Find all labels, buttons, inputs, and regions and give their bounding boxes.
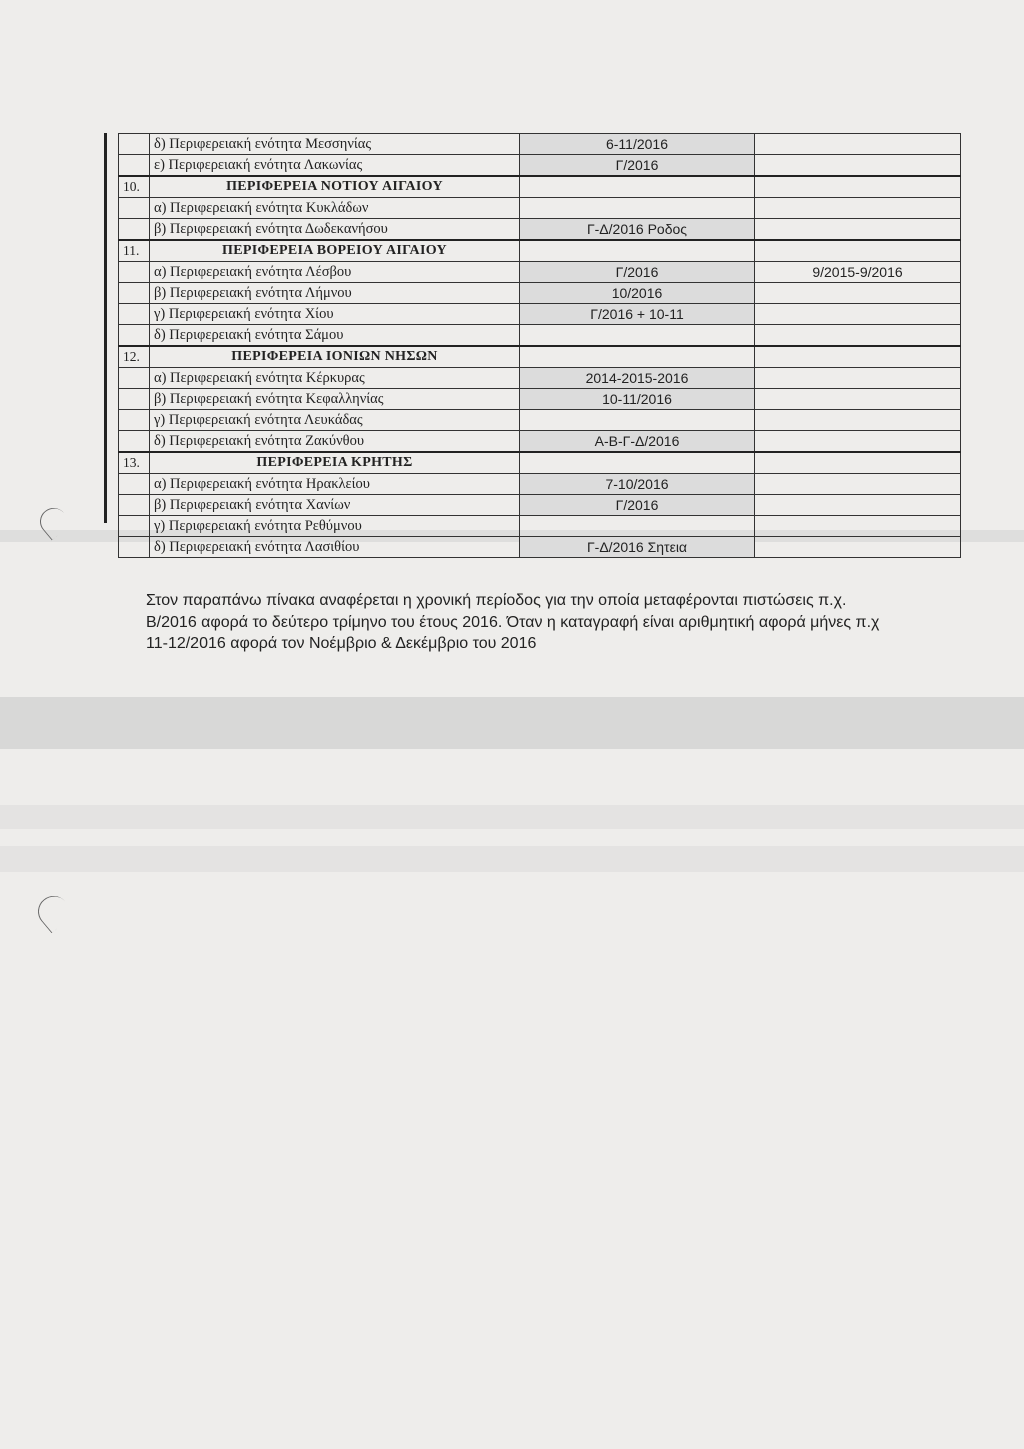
extra-period-cell xyxy=(755,495,961,516)
scan-artifact-band xyxy=(0,805,1024,829)
period-cell: Γ/2016 xyxy=(520,262,755,283)
scan-artifact-band xyxy=(0,697,1024,749)
row-number xyxy=(119,389,150,410)
row-number: 11. xyxy=(119,240,150,262)
extra-period-cell xyxy=(755,452,961,474)
table-row xyxy=(119,219,961,241)
period-cell xyxy=(520,176,755,198)
region-header-row xyxy=(119,240,961,262)
period-cell xyxy=(520,516,755,537)
period-cell: 10/2016 xyxy=(520,283,755,304)
unit-name: β) Περιφερειακή ενότητα Χανίων xyxy=(150,495,520,516)
table-row xyxy=(119,262,961,283)
row-number xyxy=(119,304,150,325)
period-cell xyxy=(520,452,755,474)
row-number xyxy=(119,495,150,516)
unit-name: α) Περιφερειακή ενότητα Κυκλάδων xyxy=(150,198,520,219)
table-row xyxy=(119,283,961,304)
period-cell xyxy=(520,198,755,219)
region-header-row xyxy=(119,176,961,198)
extra-period-cell xyxy=(755,474,961,495)
footnote xyxy=(146,590,926,655)
extra-period-cell xyxy=(755,155,961,177)
margin-rule xyxy=(104,133,107,523)
extra-period-cell xyxy=(755,325,961,347)
extra-period-cell xyxy=(755,304,961,325)
period-cell xyxy=(520,346,755,368)
unit-name: γ) Περιφερειακή ενότητα Ρεθύμνου xyxy=(150,516,520,537)
table-row xyxy=(119,155,961,177)
extra-period-cell xyxy=(755,431,961,453)
extra-period-cell xyxy=(755,368,961,389)
table-row xyxy=(119,474,961,495)
row-number xyxy=(119,283,150,304)
row-number xyxy=(119,368,150,389)
unit-name: α) Περιφερειακή ενότητα Κέρκυρας xyxy=(150,368,520,389)
unit-name: β) Περιφερειακή ενότητα Δωδεκανήσου xyxy=(150,219,520,241)
unit-name: δ) Περιφερειακή ενότητα Μεσσηνίας xyxy=(150,134,520,155)
extra-period-cell xyxy=(755,219,961,241)
table-row xyxy=(119,134,961,155)
row-number: 12. xyxy=(119,346,150,368)
period-cell: 10-11/2016 xyxy=(520,389,755,410)
row-number xyxy=(119,410,150,431)
extra-period-cell xyxy=(755,283,961,304)
table-row xyxy=(119,368,961,389)
unit-name: γ) Περιφερειακή ενότητα Χίου xyxy=(150,304,520,325)
period-cell xyxy=(520,240,755,262)
unit-name: β) Περιφερειακή ενότητα Κεφαλληνίας xyxy=(150,389,520,410)
row-number xyxy=(119,155,150,177)
unit-name: γ) Περιφερειακή ενότητα Λευκάδας xyxy=(150,410,520,431)
period-cell: Γ/2016 + 10-11 xyxy=(520,304,755,325)
region-header-row xyxy=(119,452,961,474)
row-number xyxy=(119,431,150,453)
unit-name: α) Περιφερειακή ενότητα Λέσβου xyxy=(150,262,520,283)
table-row xyxy=(119,410,961,431)
punch-hole-mark xyxy=(32,890,76,934)
row-number xyxy=(119,516,150,537)
region-name: ΠΕΡΙΦΕΡΕΙΑ ΒΟΡΕΙΟΥ ΑΙΓΑΙΟΥ xyxy=(150,240,520,262)
row-number xyxy=(119,474,150,495)
period-cell xyxy=(520,325,755,347)
period-cell: Γ/2016 xyxy=(520,495,755,516)
row-number xyxy=(119,198,150,219)
period-cell: Γ-Δ/2016 Σητεια xyxy=(520,537,755,558)
row-number xyxy=(119,325,150,347)
table-row xyxy=(119,198,961,219)
table-row xyxy=(119,431,961,453)
period-cell: 2014-2015-2016 xyxy=(520,368,755,389)
extra-period-cell xyxy=(755,389,961,410)
region-name: ΠΕΡΙΦΕΡΕΙΑ ΚΡΗΤΗΣ xyxy=(150,452,520,474)
unit-name: ε) Περιφερειακή ενότητα Λακωνίας xyxy=(150,155,520,177)
footnote-line: Β/2016 αφορά το δεύτερο τρίμηνο του έτους 2016. Όταν η καταγραφή είναι αριθμητική αφορά μήνες π.χ xyxy=(146,613,880,631)
extra-period-cell xyxy=(755,198,961,219)
period-cell: 6-11/2016 xyxy=(520,134,755,155)
row-number: 13. xyxy=(119,452,150,474)
unit-name: δ) Περιφερειακή ενότητα Ζακύνθου xyxy=(150,431,520,453)
unit-name: α) Περιφερειακή ενότητα Ηρακλείου xyxy=(150,474,520,495)
row-number xyxy=(119,537,150,558)
unit-name: β) Περιφερειακή ενότητα Λήμνου xyxy=(150,283,520,304)
regions-table xyxy=(118,133,961,558)
row-number xyxy=(119,262,150,283)
unit-name: δ) Περιφερειακή ενότητα Σάμου xyxy=(150,325,520,347)
footnote-line: Στον παραπάνω πίνακα αναφέρεται η χρονική περίοδος για την οποία μεταφέρονται πιστώσεις π.χ. xyxy=(146,592,847,609)
table-row xyxy=(119,325,961,347)
table-row xyxy=(119,516,961,537)
regions-table-body xyxy=(119,134,961,558)
row-number: 10. xyxy=(119,176,150,198)
table-row xyxy=(119,389,961,410)
extra-period-cell: 9/2015-9/2016 xyxy=(755,262,961,283)
extra-period-cell xyxy=(755,240,961,262)
extra-period-cell xyxy=(755,516,961,537)
extra-period-cell xyxy=(755,410,961,431)
table-row xyxy=(119,537,961,558)
row-number xyxy=(119,219,150,241)
extra-period-cell xyxy=(755,346,961,368)
period-cell xyxy=(520,410,755,431)
table-row xyxy=(119,495,961,516)
extra-period-cell xyxy=(755,537,961,558)
region-name: ΠΕΡΙΦΕΡΕΙΑ ΙΟΝΙΩΝ ΝΗΣΩΝ xyxy=(150,346,520,368)
table-row xyxy=(119,304,961,325)
row-number xyxy=(119,134,150,155)
region-name: ΠΕΡΙΦΕΡΕΙΑ ΝΟΤΙΟΥ ΑΙΓΑΙΟΥ xyxy=(150,176,520,198)
region-header-row xyxy=(119,346,961,368)
unit-name: δ) Περιφερειακή ενότητα Λασιθίου xyxy=(150,537,520,558)
period-cell: Γ/2016 xyxy=(520,155,755,177)
footnote-line: 11-12/2016 αφορά τον Νοέμβριο & Δεκέμβριο του 2016 xyxy=(146,635,537,652)
extra-period-cell xyxy=(755,176,961,198)
extra-period-cell xyxy=(755,134,961,155)
period-cell: 7-10/2016 xyxy=(520,474,755,495)
period-cell: Γ-Δ/2016 Ροδος xyxy=(520,219,755,241)
scan-artifact-band xyxy=(0,846,1024,872)
period-cell: Α-Β-Γ-Δ/2016 xyxy=(520,431,755,453)
